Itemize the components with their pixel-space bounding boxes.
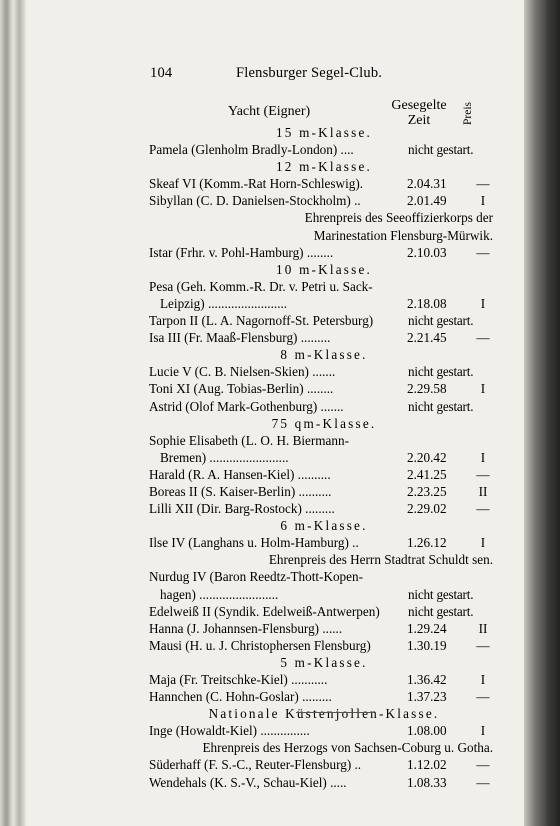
not-started-status: nicht gestart. [408,603,474,619]
prize-value: I [480,295,486,311]
sailed-time: 2.01.49 [407,193,447,209]
not-started-status: nicht gestart. [408,398,474,414]
yacht-entry [149,432,495,449]
book-edge-right [524,0,560,826]
column-header-zeit-line2: Zeit [407,113,431,128]
class-heading: 5 m-Klasse. [280,654,368,670]
prize-value: — [476,689,490,705]
column-header-preis: Preis [462,102,474,126]
yacht-entry [149,312,495,329]
yacht-owner-text: Süderhaff (F. S.-C., Reuter-Flensburg) .. [149,757,362,773]
column-header-zeit-line1: Gesegelte [391,98,447,113]
yacht-owner-text: Nurdug IV (Baron Reedtz-Thott-Kopen- [149,569,363,585]
sailed-time: 2.41.25 [407,466,447,482]
class-heading: 8 m-Klasse. [280,347,368,363]
prize-note: Ehrenpreis des Herzogs von Sachsen-Coburg u. Gotha. [202,740,493,756]
sailed-time: 1.30.19 [407,637,447,653]
class-heading: 10 m-Klasse. [276,261,372,277]
prize-value: — [476,501,490,517]
footer-rule [296,712,374,713]
prize-value: — [476,774,490,790]
yacht-entry [149,534,495,551]
prize-value: — [476,637,490,653]
yacht-owner-text: Hannchen (C. Hohn-Goslar) ......... [149,689,332,705]
yacht-owner-text: Pamela (Glenholm Bradly-London) .... [149,142,354,158]
yacht-owner-text: hagen) ........................ [160,586,279,602]
yacht-owner-text: Boreas II (S. Kaiser-Berlin) .......... [149,483,332,499]
yacht-owner-text: Edelweiß II (Syndik. Edelweiß-Antwerpen) [149,603,380,619]
yacht-entry [149,192,495,209]
yacht-entry [149,637,495,654]
results-list [149,124,495,791]
sailed-time: 2.04.31 [407,176,447,192]
sailed-time: 1.26.12 [407,535,447,551]
prize-note: Marinestation Flensburg-Mürwik. [313,227,493,243]
yacht-owner-text: Tarpon II (L. A. Nagornoff-St. Petersburg) [149,313,374,329]
sailed-time: 1.08.00 [407,723,447,739]
class-heading: 12 m-Klasse. [276,159,372,175]
not-started-status: nicht gestart. [408,313,474,329]
yacht-entry [149,722,495,739]
page-header [150,65,410,82]
prize-value: I [480,672,486,687]
sailed-time: 2.23.25 [407,483,447,499]
yacht-entry [149,688,495,705]
prize-value: I [480,381,486,397]
yacht-entry [149,244,495,261]
class-heading: 15 m-Klasse. [276,125,372,140]
prize-value: I [480,193,486,209]
not-started-status: nicht gestart. [408,142,474,158]
yacht-owner-text: Hanna (J. Johannsen-Flensburg) ...... [149,620,343,636]
prize-note: Ehrenpreis des Seeoffizierkorps der [304,210,493,226]
yacht-owner-text: Toni XI (Aug. Tobias-Berlin) ........ [149,381,334,397]
book-gutter-left [0,0,26,826]
page-number: 104 [150,65,173,81]
sailed-time: 2.10.03 [407,244,447,260]
yacht-entry [149,329,495,346]
yacht-owner-text: Mausi (H. u. J. Christophersen Flensburg) [149,637,371,653]
yacht-owner-text: Harald (R. A. Hansen-Kiel) .......... [149,466,331,482]
yacht-owner-text: Ilse IV (Langhans u. Holm-Hamburg) .. [149,535,359,551]
running-title: Flensburger Segel-Club. [236,65,383,81]
class-heading: Nationale Küstenjollen-Klasse. [208,706,440,722]
sailed-time: 2.29.58 [407,381,447,397]
prize-value: I [480,449,486,465]
yacht-entry [149,175,495,192]
yacht-owner-text: Astrid (Olof Mark-Gothenburg) ....... [149,398,344,414]
prize-value: — [476,330,490,346]
prize-value: I [480,723,486,739]
not-started-status: nicht gestart. [408,586,474,602]
yacht-owner-text: Isa III (Fr. Maaß-Flensburg) ......... [149,330,331,346]
prize-value: I [480,535,486,551]
yacht-entry [149,774,495,791]
sailed-time: 1.12.02 [407,757,447,773]
yacht-owner-text: Skeaf VI (Komm.-Rat Horn-Schleswig). [149,176,364,192]
yacht-owner-text: Sophie Elisabeth (L. O. H. Biermann- [149,432,349,448]
yacht-owner-text: Maja (Fr. Treitschke-Kiel) ........... [149,672,328,687]
prize-value: — [476,244,490,260]
yacht-entry [149,363,495,380]
yacht-entry [149,141,495,158]
yacht-entry [149,380,495,397]
yacht-entry [149,603,495,620]
sailed-time: 1.37.23 [407,689,447,705]
class-heading: 6 m-Klasse. [280,518,368,534]
class-heading: 75 qm-Klasse. [271,415,377,431]
yacht-entry [149,568,495,585]
yacht-owner-text: Leipzig) ........................ [160,295,288,311]
sailed-time: 2.21.45 [407,330,447,346]
sailed-time: 2.20.42 [407,449,447,465]
prize-value: II [478,483,488,499]
sailed-time: 1.08.33 [407,774,447,790]
prize-value: II [478,620,488,636]
yacht-owner-text: Pesa (Geh. Komm.-R. Dr. v. Petri u. Sack- [149,278,373,294]
yacht-entry [149,466,495,483]
yacht-owner-text: Lilli XII (Dir. Barg-Rostock) ......... [149,501,335,517]
sailed-time: 1.36.42 [407,672,447,687]
yacht-entry [149,671,495,688]
prize-value: — [476,466,490,482]
yacht-owner-text: Istar (Frhr. v. Pohl-Hamburg) ........ [149,244,334,260]
prize-value: — [476,757,490,773]
yacht-entry [149,278,495,295]
prize-note: Ehrenpreis des Herrn Stadtrat Schuldt sen. [268,552,493,568]
yacht-entry [149,398,495,415]
yacht-owner-text: Inge (Howaldt-Kiel) ............... [149,723,310,739]
yacht-entry [149,756,495,773]
yacht-owner-text: Wendehals (K. S.-V., Schau-Kiel) ..... [149,774,347,790]
yacht-entry-continuation [149,586,495,603]
sailed-time: 1.29.24 [407,620,447,636]
yacht-entry [149,483,495,500]
yacht-entry-continuation [149,449,495,466]
yacht-entry [149,620,495,637]
prize-value: — [476,176,490,192]
sailed-time: 2.29.02 [407,501,447,517]
yacht-entry-continuation [149,295,495,312]
not-started-status: nicht gestart. [408,364,474,380]
yacht-entry [149,500,495,517]
yacht-owner-text: Lucie V (C. B. Nielsen-Skien) ....... [149,364,336,380]
column-header-yacht: Yacht (Eigner) [228,104,311,119]
sailed-time: 2.18.08 [407,295,447,311]
yacht-owner-text: Bremen) ........................ [160,449,289,465]
yacht-owner-text: Sibyllan (C. D. Danielsen-Stockholm) .. [149,193,361,209]
